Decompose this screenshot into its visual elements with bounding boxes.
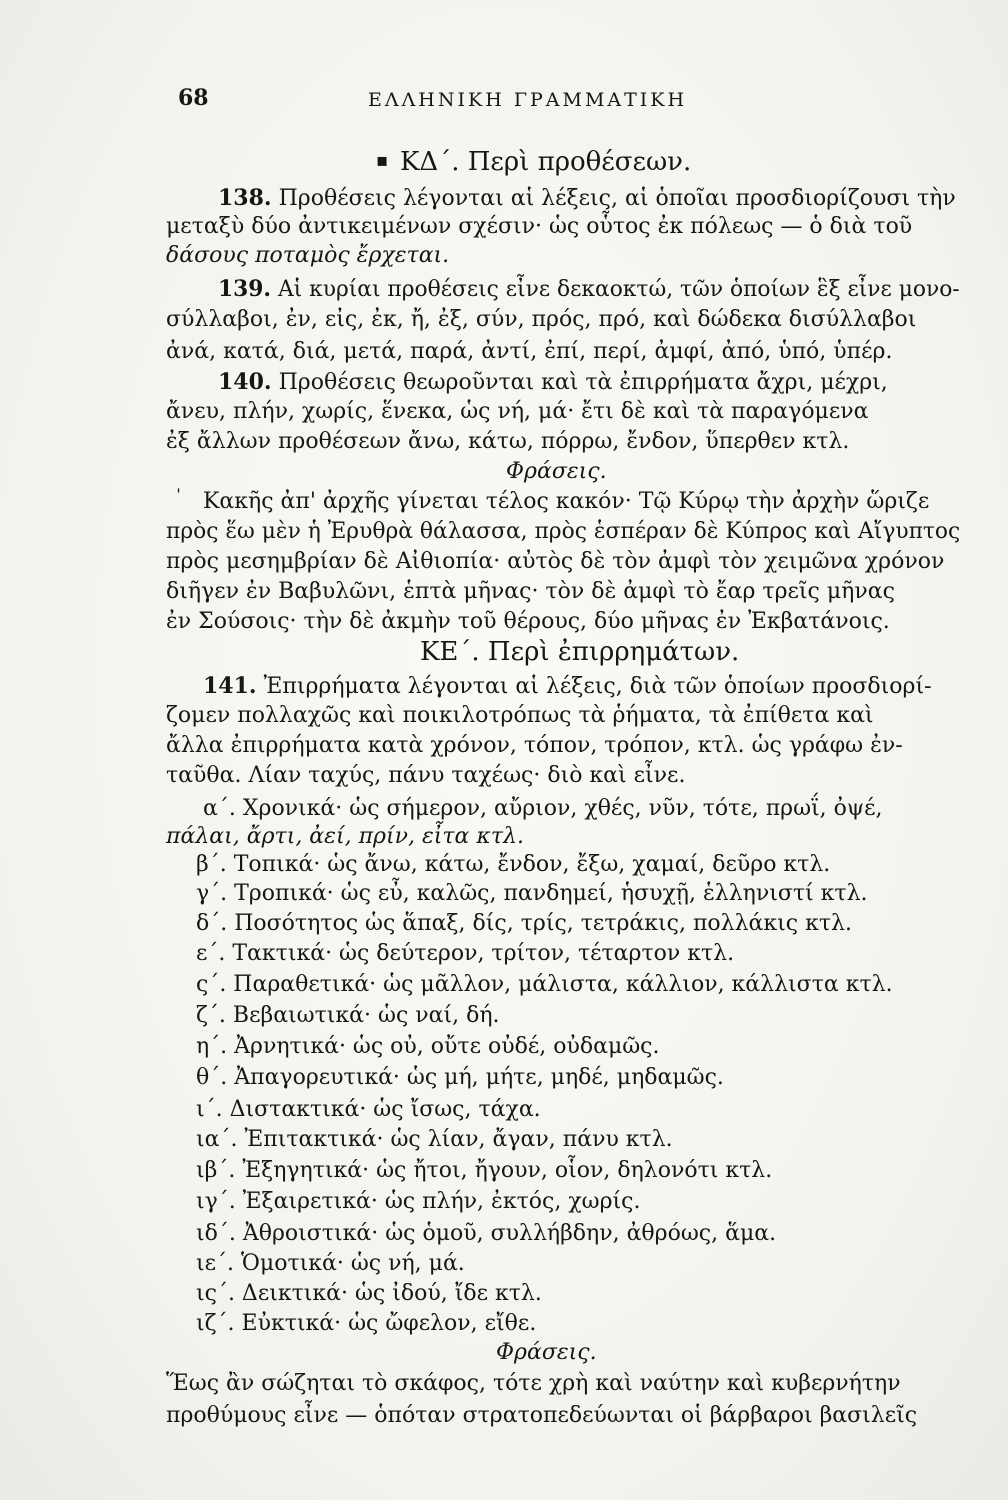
paragraph-line: σύλλαβοι, ἐν, εἰς, ἐκ, ἤ, ἐξ, σύν, πρός, πρό, καὶ δώδεκα δισύλλαβοι [166,307,917,332]
phrase-line: προθύμους εἶνε — ὁπόταν στρατοπεδεύωνται οἱ βάρβαροι βασιλεῖς [166,1403,918,1428]
list-item: ι΄. Διστακτικά· ὡς ἴσως, τάχα. [196,1097,541,1122]
list-item: ιζ΄. Εὐκτικά· ὡς ὤφελον, εἴθε. [196,1311,537,1336]
paragraph-line: ἀνά, κατά, διά, μετά, παρά, ἀντί, ἐπί, περί, ἀμφί, ἀπό, ὑπό, ὑπέρ. [166,339,893,364]
paragraph-line: ἄλλα ἐπιρρήματα κατὰ χρόνον, τόπον, τρόπον, κτλ. ὡς γράφω ἐν- [166,733,903,758]
paragraph-line: Ἐπιρρήματα λέγονται αἱ λέξεις, διὰ τῶν ὁποίων προσδιορί- [263,674,932,699]
list-item: ζ΄. Βεβαιωτικά· ὡς ναί, δή. [196,1003,500,1028]
paragraph-line: Αἱ κυρίαι προθέσεις εἶνε δεκαοκτώ, τῶν ὁποίων ἓξ εἶνε μονο- [277,277,960,302]
running-title: ΕΛΛΗΝΙΚΗ ΓΡΑΜΜΑΤΙΚΗ [368,89,688,111]
paragraph-line: ζομεν πολλαχῶς καὶ ποικιλοτρόπως τὰ ῥήματα, τὰ ἐπίθετα καὶ [166,703,874,728]
phrases-heading: Φράσεις. [506,459,607,484]
list-item: ς΄. Παραθετικά· ὡς μᾶλλον, μάλιστα, κάλλιον, κάλλιστα κτλ. [196,972,893,997]
paragraph-line: Προθέσεις λέγονται αἱ λέξεις, αἱ ὁποῖαι προσδιορίζουσι τὴν [278,186,956,211]
phrases-heading: Φράσεις. [496,1340,597,1365]
list-item: α΄. Χρονικά· ὡς σήμερον, αὔριον, χθές, νῦν, τότε, πρωΐ, ὀψέ, [203,796,883,821]
paragraph-line: δάσους ποταμὸς ἔρχεται. [166,243,450,268]
list-item: ις΄. Δεικτικά· ὡς ἰδού, ἴδε κτλ. [196,1281,542,1306]
paragraph-line: μεταξὺ δύο ἀντικειμένων σχέσιν· ὡς οὗτος ἐκ πόλεως — ὁ διὰ τοῦ [166,214,913,239]
list-item: β΄. Τοπικά· ὡς ἄνω, κάτω, ἔνδον, ἔξω, χαμαί, δεῦρο κτλ. [196,852,831,877]
list-item: η΄. Ἀρνητικά· ὡς οὐ, οὔτε οὐδέ, οὐδαμῶς. [196,1034,660,1059]
paragraph-number: 141. [203,673,257,699]
paragraph-number: 140. [218,369,272,395]
list-item: ιε΄. Ὁμοτικά· ὡς νή, μά. [196,1251,465,1276]
list-item: δ΄. Ποσότητος ὡς ἅπαξ, δίς, τρίς, τετράκις, πολλάκις κτλ. [196,911,852,936]
paragraph-number: 139. [218,276,272,302]
section-title-prepositions: ΚΔ΄. Περὶ προθέσεων. [400,147,692,177]
paragraph-line: Προθέσεις θεωροῦνται καὶ τὰ ἐπιρρήματα ἄχρι, μέχρι, [278,370,888,395]
list-item-continuation: πάλαι, ἄρτι, ἀεί, πρίν, εἶτα κτλ. [166,824,524,849]
phrase-line: ἐν Σούσοις· τὴν δὲ ἀκμὴν τοῦ θέρους, δύο μῆνας ἐν Ἐκβατάνοις. [166,609,890,634]
paragraph-line: ταῦθα. Λίαν ταχύς, πάνυ ταχέως· διὸ καὶ εἶνε. [166,763,686,788]
paragraph-number: 138. [218,185,272,211]
list-item: γ΄. Τροπικά· ὡς εὖ, καλῶς, πανδημεί, ἡσυχῇ, ἑλληνιστί κτλ. [196,881,868,906]
ink-mark: ▪ [376,150,389,171]
paragraph-line: ἐξ ἄλλων προθέσεων ἄνω, κάτω, πόρρω, ἔνδον, ὕπερθεν κτλ. [166,429,850,454]
section-title-adverbs: ΚΕ΄. Περὶ ἐπιρρημάτων. [420,637,740,667]
phrase-line: πρὸς μεσημβρίαν δὲ Αἰθιοπία· αὐτὸς δὲ τὸν ἀμφὶ τὸν χειμῶνα χρόνον [166,549,945,574]
phrase-line: Κακῆς ἀπ' ἀρχῆς γίνεται τέλος κακόν· Τῷ Κύρῳ τὴν ἀρχὴν ὥριζε [203,489,930,514]
phrase-line: διῆγεν ἐν Βαβυλῶνι, ἑπτὰ μῆνας· τὸν δὲ ἀμφὶ τὸ ἔαρ τρεῖς μῆνας [166,579,895,604]
list-item: θ΄. Ἀπαγορευτικά· ὡς μή, μήτε, μηδέ, μηδαμῶς. [196,1065,724,1090]
paragraph-line: ἄνευ, πλήν, χωρίς, ἕνεκα, ὡς νή, μά· ἔτι δὲ καὶ τὰ παραγόμενα [166,399,869,424]
ink-mark: ˈ [176,486,181,507]
phrase-line: πρὸς ἕω μὲν ἡ Ἐρυθρὰ θάλασσα, πρὸς ἑσπέραν δὲ Κύπρος καὶ Αἴγυπτος [166,519,961,544]
phrase-line: Ἕως ἂν σώζηται τὸ σκάφος, τότε χρὴ καὶ ναύτην καὶ κυβερνήτην [166,1371,901,1396]
list-item: ιβ΄. Ἐξηγητικά· ὡς ἤτοι, ἤγουν, οἷον, δηλονότι κτλ. [196,1158,773,1183]
list-item: ια΄. Ἐπιτακτικά· ὡς λίαν, ἄγαν, πάνυ κτλ. [196,1127,673,1152]
page-number: 68 [178,85,209,111]
list-item: ε΄. Τακτικά· ὡς δεύτερον, τρίτον, τέταρτον κτλ. [196,941,735,966]
list-item: ιδ΄. Ἀθροιστικά· ὡς ὁμοῦ, συλλήβδην, ἀθρόως, ἅμα. [196,1221,777,1246]
list-item: ιγ΄. Ἐξαιρετικά· ὡς πλήν, ἐκτός, χωρίς. [196,1189,641,1214]
